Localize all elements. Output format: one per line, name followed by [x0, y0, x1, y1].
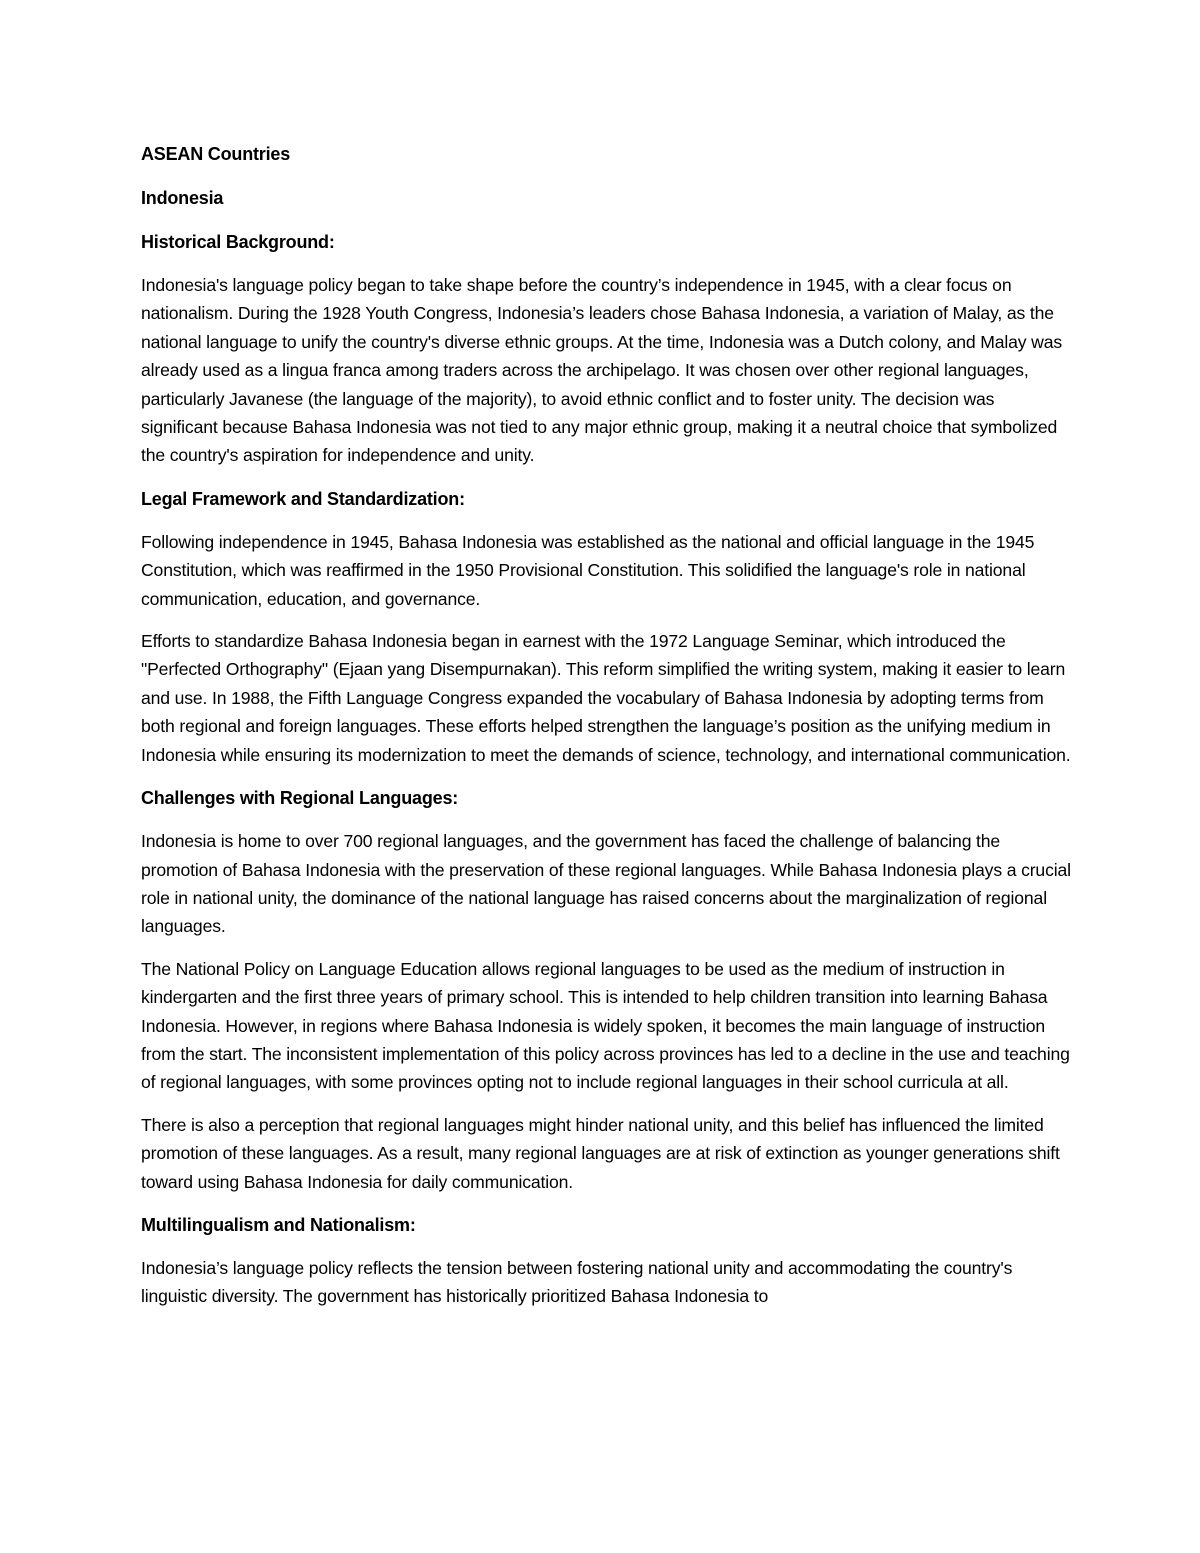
paragraph: There is also a perception that regional languages might hinder national unity, and this belief has influenced the limited promotion of these languages. As a result, many regional languages are at risk of extinction as younger generations shift toward using Bahasa Indonesia for daily communication. — [141, 1114, 1060, 1192]
section-heading-challenges: Challenges with Regional Languages: — [141, 788, 459, 809]
section-heading-multilingualism: Multilingualism and Nationalism: — [141, 1214, 416, 1235]
paragraph: The National Policy on Language Education allows regional languages to be used as the medium of instruction in kindergarten and the first three years of primary school. This is intended to help children transition into learning Bahasa Indonesia. However, in regions where Bahasa Indonesia is widely spoken, it becomes the main language of instruction from the start. The inconsistent implementation of this policy across provinces has led to a decline in the use and teaching of regional languages, with some provinces opting not to include regional languages in their school curricula at all. — [141, 958, 1070, 1093]
paragraph: Efforts to standardize Bahasa Indonesia began in earnest with the 1972 Language Seminar, which introduced the "Perfected Orthography" (Ejaan yang Disempurnakan). This reform simplified the writing system, making it easier to learn and use. In 1988, the Fifth Language Congress expanded the vocabulary of Bahasa Indonesia by adopting terms from both regional and foreign languages. These efforts helped strengthen the language’s position as the unifying medium in Indonesia while ensuring its modernization to meet the demands of science, technology, and international communication. — [141, 631, 1071, 765]
paragraph: Following independence in 1945, Bahasa Indonesia was established as the national and official language in the 1945 Constitution, which was reaffirmed in the 1950 Provisional Constitution. This solidified the language's role in national communication, education, and governance. — [141, 531, 1035, 609]
paragraph: Indonesia is home to over 700 regional languages, and the government has faced the challenge of balancing the promotion of Bahasa Indonesia with the preservation of these regional languages. While Bahasa Indonesia plays a crucial role in national unity, the dominance of the national language has raised concerns about the marginalization of regional languages. — [141, 831, 1071, 937]
paragraph: Indonesia’s language policy reflects the tension between fostering national unity and accommodating the country's linguistic diversity. The government has historically prioritized Bahasa Indonesia to — [141, 1257, 1013, 1307]
document-page — [141, 139, 1071, 1325]
section-heading-historical: Historical Background: — [141, 232, 335, 252]
section-heading-legal: Legal Framework and Standardization: — [141, 488, 465, 509]
document-title: ASEAN Countries — [141, 144, 291, 164]
paragraph: Indonesia's language policy began to take shape before the country’s independence in 1945, with a clear focus on nationalism. During the 1928 Youth Congress, Indonesia’s leaders chose Bahasa Indonesia, a variation of Malay, as the national language to unify the country's diverse ethnic groups. At the time, Indonesia was a Dutch colony, and Malay was already used as a lingua franca among traders across the archipelago. It was chosen over other regional languages, particularly Javanese (the language of the majority), to avoid ethnic conflict and to foster unity. The decision was significant because Bahasa Indonesia was not tied to any major ethnic group, making it a neutral choice that symbolized the country's aspiration for independence and unity. — [141, 275, 1062, 466]
country-heading: Indonesia — [141, 188, 224, 208]
